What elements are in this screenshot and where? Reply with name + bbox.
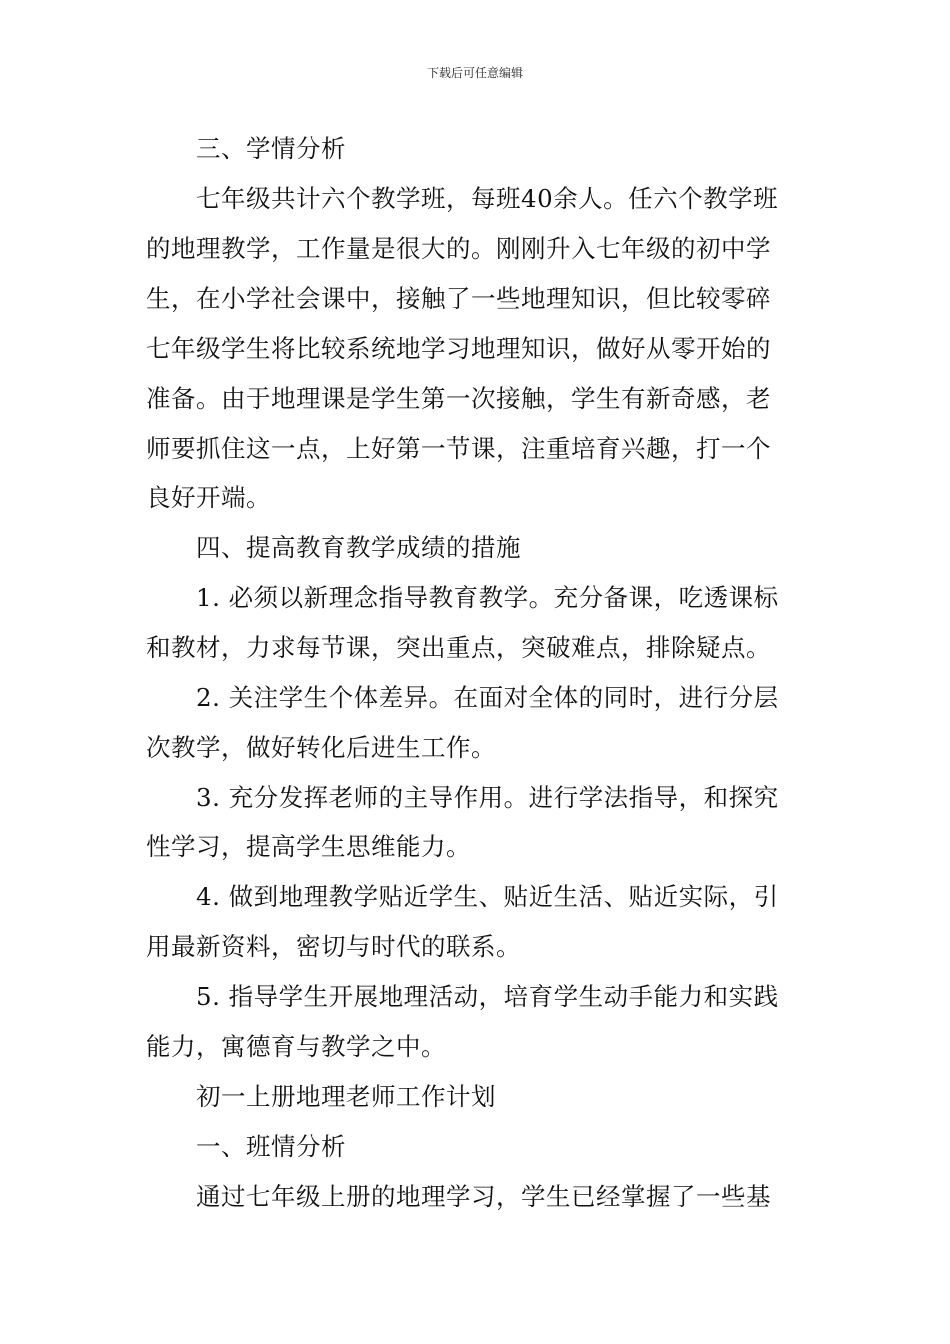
list-item-5-cont: 能力，寓德育与教学之中。 [146,1032,446,1061]
list-item-3: 3. 充分发挥老师的主导作用。进行学法指导，和探究 [196,783,779,812]
section-title-work-plan: 初一上册地理老师工作计划 [196,1082,496,1111]
list-item-5: 5. 指导学生开展地理活动，培育学生动手能力和实践 [196,982,779,1011]
list-item-1-cont: 和教材，力求每节课，突出重点，突破难点，排除疑点。 [146,633,771,662]
paragraph-line: 的地理教学，工作量是很大的。刚刚升入七年级的初中学 [146,234,771,263]
list-item-4: 4. 做到地理教学贴近学生、贴近生活、贴近实际，引 [196,882,779,911]
list-item-4-cont: 用最新资料，密切与时代的联系。 [146,932,521,961]
page-header-note: 下载后可任意编辑 [426,66,523,80]
paragraph-line: 师要抓住这一点，上好第一节课，注重培育兴趣，打一个 [146,434,771,463]
list-item-2-cont: 次教学，做好转化后进生工作。 [146,733,496,762]
heading-class-analysis: 一、班情分析 [196,1132,346,1161]
heading-measures: 四、提高教育教学成绩的措施 [196,533,521,562]
paragraph-line: 良好开端。 [146,483,271,512]
paragraph-line: 七年级学生将比较系统地学习地理知识，做好从零开始的 [146,334,771,363]
list-item-3-cont: 性学习，提高学生思维能力。 [146,832,471,861]
paragraph-line: 准备。由于地理课是学生第一次接触，学生有新奇感，老 [146,384,771,413]
paragraph-line: 通过七年级上册的地理学习，学生已经掌握了一些基 [196,1182,771,1211]
list-item-1: 1. 必须以新理念指导教育教学。充分备课，吃透课标 [196,583,779,612]
heading-student-analysis: 三、学情分析 [196,134,346,163]
paragraph-line: 生，在小学社会课中，接触了一些地理知识，但比较零碎 [146,284,771,313]
paragraph-line: 七年级共计六个教学班，每班40余人。任六个教学班 [196,184,779,213]
list-item-2: 2. 关注学生个体差异。在面对全体的同时，进行分层 [196,683,779,712]
